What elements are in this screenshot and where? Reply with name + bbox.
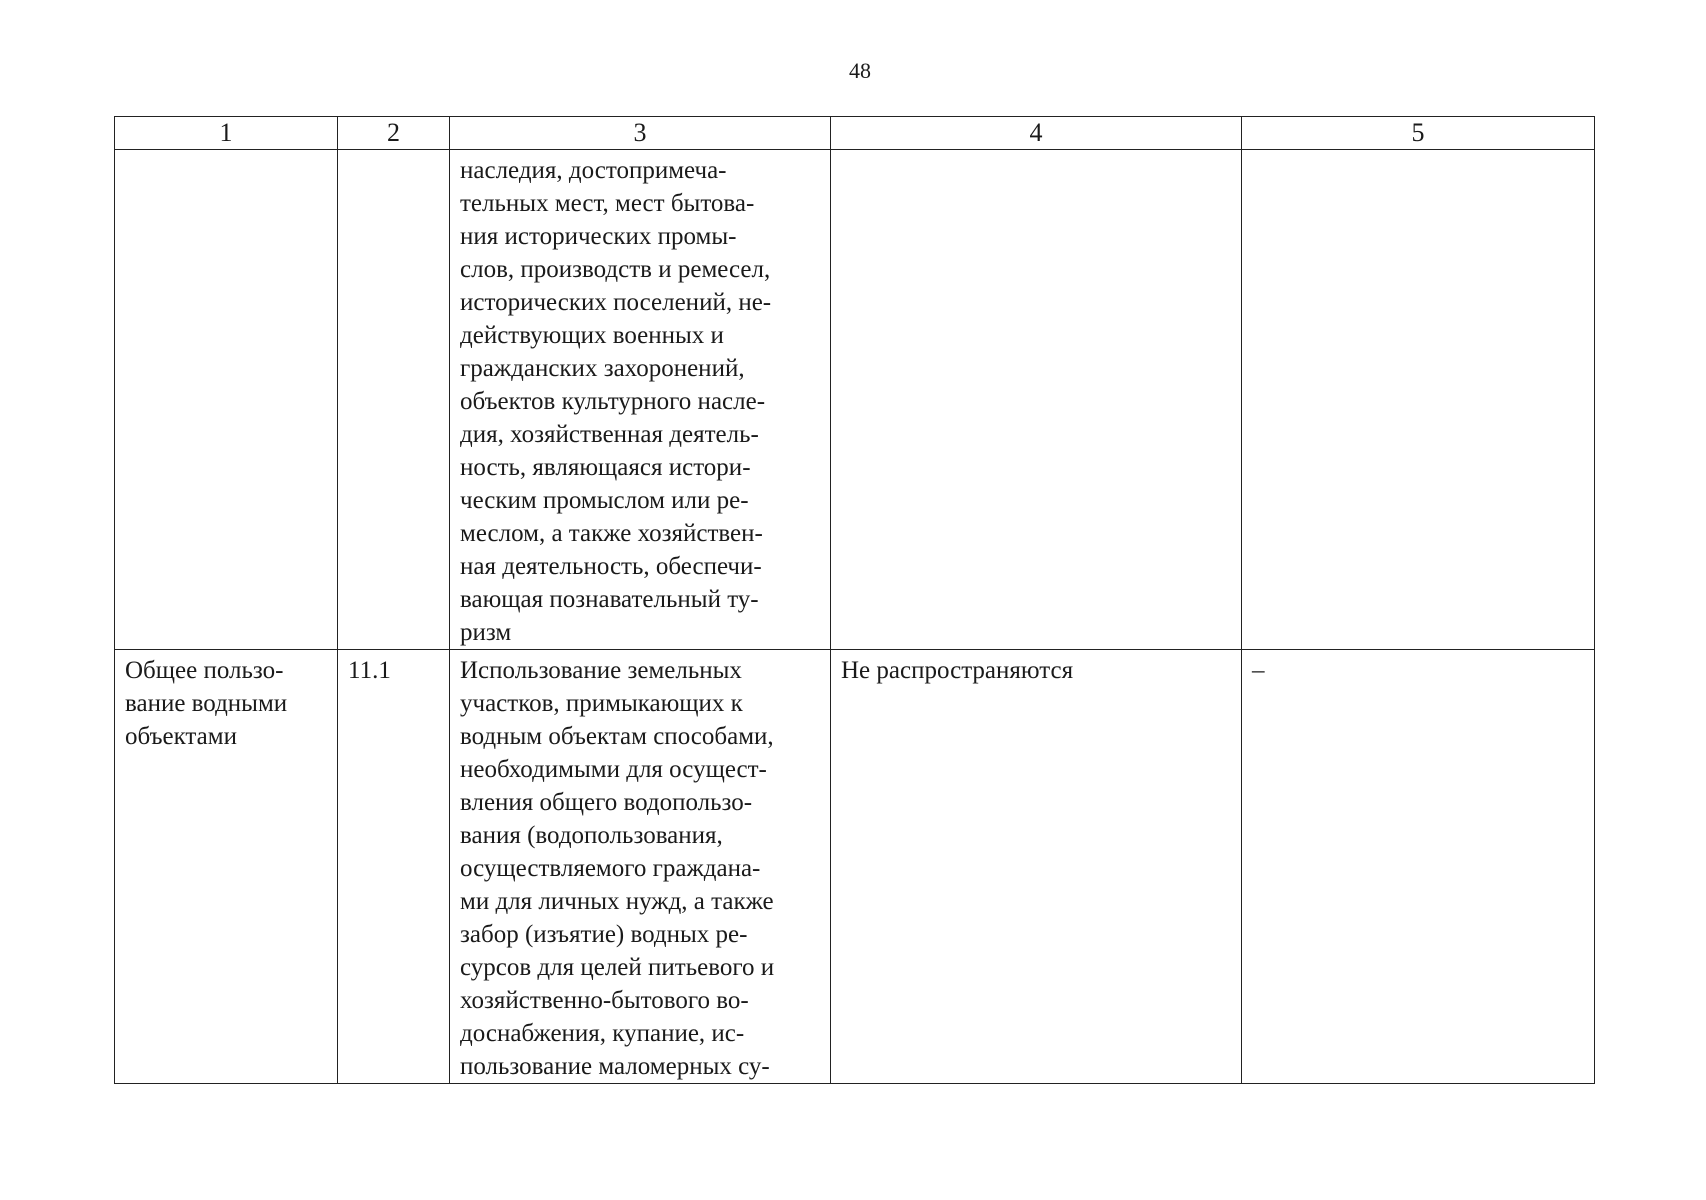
cell-restrictions-text: Не распространяются <box>841 657 1074 684</box>
cell-description <box>450 150 831 650</box>
cell-description <box>450 650 831 1084</box>
table-row <box>115 150 1595 650</box>
land-use-table <box>114 116 1595 1084</box>
cell-name <box>115 650 338 1084</box>
header-col-2: 2 <box>338 117 450 150</box>
header-col-4: 4 <box>831 117 1242 150</box>
cell-notes <box>1242 650 1595 1084</box>
header-row <box>115 117 1595 150</box>
header-col-3: 3 <box>450 117 831 150</box>
cell-code <box>338 150 450 650</box>
cell-name <box>115 150 338 650</box>
table-row <box>115 650 1595 1084</box>
cell-restrictions <box>831 650 1242 1084</box>
cell-notes-text: – <box>1252 657 1265 684</box>
cell-description-text: Использование земельных участков, примыкающих к водным объектам способами, необходимыми для осущест- вления общего водопользо- вания (водопользования, осуществляемого граждана- ми для личных нужд, а также забор (изъятие) водных ре- сурсов для целей питьевого и хозяйственно-бытового во- доснабжения, купание, ис- пользование маломерных су- <box>460 657 775 1080</box>
cell-code <box>338 650 450 1084</box>
cell-notes <box>1242 150 1595 650</box>
header-col-1: 1 <box>115 117 338 150</box>
cell-restrictions <box>831 150 1242 650</box>
page-number: 48 <box>849 58 871 83</box>
header-col-5: 5 <box>1242 117 1595 150</box>
cell-code-text: 11.1 <box>348 657 391 684</box>
cell-description-text: наследия, достопримеча- тельных мест, мест бытова- ния исторических промы- слов, производств и ремесел, исторических поселений, не- действующих военных и гражданских захоронений, объектов культурного насле- дия, хозяйственная деятель- ность, являющаяся истори- ческим промыслом или ре- меслом, а также хозяйствен- ная деятельность, обеспечи- вающая познавательный ту- ризм <box>460 157 772 646</box>
cell-name-text: Общее пользо- вание водными объектами <box>125 657 288 750</box>
